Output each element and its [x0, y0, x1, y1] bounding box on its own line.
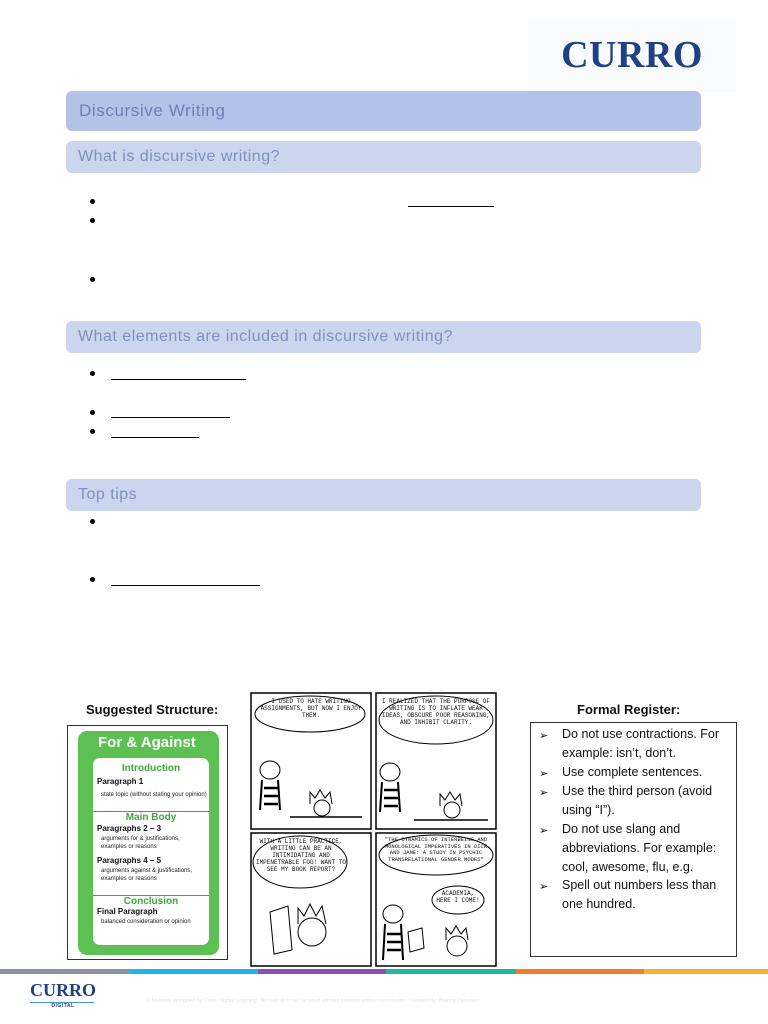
- blank-line: [111, 417, 230, 418]
- section-what-is-heading: What is discursive writing?: [78, 148, 280, 165]
- footer-stripe: [0, 969, 130, 974]
- arrow-bullet-icon: ➢: [539, 768, 549, 780]
- footer-logo-text: CURRO: [30, 980, 96, 1000]
- comic-text-3: WITH A LITTLE PRACTICE, WRITING CAN BE AN INTIMIDATING AND IMPENETRABLE FOG! WANT TO SEE MY BOOK REPORT?: [255, 838, 346, 873]
- bullet: [90, 577, 95, 582]
- arrow-bullet-icon: ➢: [539, 881, 549, 893]
- body-paragraph-1: Paragraphs 2 – 3: [97, 824, 162, 833]
- comic-text-4: "THE DYNAMICS OF INTERBEING AND MONOLOGICAL IMPERATIVES IN DICK AND JANE: A STUDY IN PSYCHIC TRANSRELATIONAL GENDER MODES": [384, 837, 488, 863]
- logo-text: CURRO: [561, 34, 703, 76]
- section-elements: [66, 321, 701, 353]
- comic-text-5: ACADEMIA, HERE I COME!: [436, 890, 480, 904]
- section-what-is: [66, 141, 701, 173]
- page-title: Discursive Writing: [79, 101, 226, 120]
- structure-heading: Suggested Structure:: [86, 702, 219, 717]
- bullet: [90, 429, 95, 434]
- comic-strip: [250, 692, 497, 967]
- conclusion-paragraph: Final Paragraph: [97, 907, 158, 916]
- footer-logo-sub: DIGITAL: [51, 1003, 75, 1009]
- for-against-title: For & Against: [98, 734, 196, 751]
- section-tips: [66, 479, 701, 511]
- register-heading: Formal Register:: [577, 702, 681, 717]
- blank-line: [111, 437, 199, 438]
- footer-stripe: [386, 969, 516, 974]
- footer-stripe: [644, 969, 768, 974]
- body-detail-2: arguments against & justifications, examples or reasons: [101, 868, 193, 882]
- register-item: Spell out numbers less than one hundred.: [562, 878, 717, 911]
- section-tips-heading: Top tips: [78, 486, 138, 503]
- bullet: [90, 410, 95, 415]
- register-item: Do not use contractions. For example: isn’t, don’t.: [562, 727, 720, 760]
- footer-stripe: [516, 969, 644, 974]
- bullet: [90, 199, 95, 204]
- bullet: [90, 277, 95, 282]
- body-heading: Main Body: [125, 812, 177, 823]
- footer-stripe: [258, 969, 386, 974]
- arrow-bullet-icon: ➢: [539, 730, 549, 742]
- intro-paragraph: Paragraph 1: [97, 777, 144, 786]
- page-title-bar: [66, 91, 701, 131]
- intro-heading: Introduction: [121, 763, 181, 774]
- register-item: Use the third person (avoid using “I”).: [562, 784, 713, 817]
- arrow-bullet-icon: ➢: [539, 787, 549, 799]
- for-against-content: [93, 758, 209, 945]
- conclusion-heading: Conclusion: [123, 896, 179, 907]
- comic-text-1: I USED TO HATE WRITING ASSIGNMENTS, BUT NOW I ENJOY THEM.: [260, 698, 362, 719]
- copyright-notice: © Material designed by Curro Digital Learning. No part of it can be used without express written permission. Created by: Bianca Petersen.: [146, 998, 481, 1004]
- blank-line: [111, 379, 246, 380]
- body-paragraph-2: Paragraphs 4 – 5: [97, 856, 162, 865]
- conclusion-detail: balanced consideration or opinion: [101, 919, 191, 925]
- comic-text-2: I REALIZED THAT THE PURPOSE OF WRITING IS TO INFLATE WEAK IDEAS, OBSCURE POOR REASONING, AND INHIBIT CLARITY.: [381, 698, 491, 726]
- bullet: [90, 519, 95, 524]
- blank-line: [408, 206, 494, 207]
- blank-line: [111, 585, 260, 586]
- footer-logo: [30, 980, 96, 1009]
- arrow-bullet-icon: ➢: [539, 825, 549, 837]
- body-detail-1: arguments for & justifications, examples or reasons: [101, 836, 180, 850]
- bullet: [90, 218, 95, 223]
- register-item: Do not use slang and abbreviations. For example: cool, awesome, flu, e.g.: [562, 822, 717, 874]
- footer-stripe: [130, 969, 258, 974]
- curro-logo: [528, 18, 736, 92]
- register-item: Use complete sentences.: [562, 765, 703, 779]
- section-elements-heading: What elements are included in discursive writing?: [78, 328, 453, 345]
- intro-detail: state topic (without stating your opinion): [101, 792, 207, 798]
- bullet: [90, 371, 95, 376]
